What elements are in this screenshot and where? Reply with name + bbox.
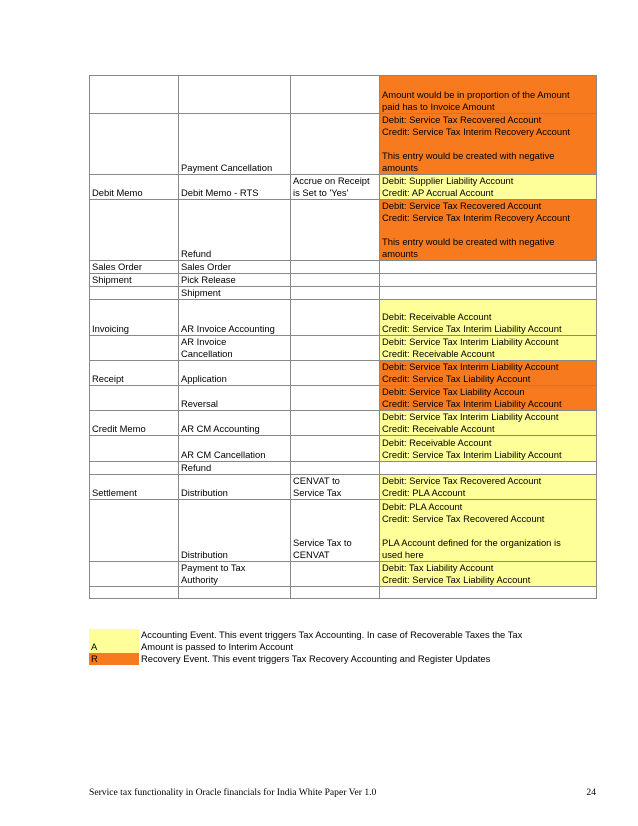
table-row xyxy=(90,261,597,274)
condition-cell xyxy=(291,261,380,274)
condition-cell: Accrue on Receipt is Set to 'Yes' xyxy=(291,175,380,200)
sub-event-cell: Sales Order xyxy=(179,261,291,274)
sub-event-cell: Refund xyxy=(179,462,291,475)
legend-key: A xyxy=(89,629,139,653)
sub-event-cell: Shipment xyxy=(179,287,291,300)
condition-cell xyxy=(291,76,380,114)
accounting-cell: Debit: Service Tax Recovered Account Credit: Service Tax Interim Recovery Account This entry would be created with negative amounts xyxy=(380,114,597,175)
sub-event-cell: Reversal xyxy=(179,386,291,411)
condition-cell: CENVAT to Service Tax xyxy=(291,475,380,500)
accounting-cell xyxy=(380,587,597,599)
accounting-cell: Debit: Service Tax Interim Liability Account Credit: Service Tax Liability Account xyxy=(380,361,597,386)
event-cell: Receipt xyxy=(90,361,179,386)
table-row xyxy=(90,475,597,500)
accounting-cell: Debit: Supplier Liability Account Credit: AP Accrual Account xyxy=(380,175,597,200)
table-row xyxy=(90,562,597,587)
sub-event-cell xyxy=(179,587,291,599)
sub-event-cell: Payment to Tax Authority xyxy=(179,562,291,587)
table-row xyxy=(90,462,597,475)
accounting-cell: Debit: Tax Liability Account Credit: Service Tax Liability Account xyxy=(380,562,597,587)
event-cell xyxy=(90,500,179,562)
event-cell: Settlement xyxy=(90,475,179,500)
sub-event-cell: AR CM Cancellation xyxy=(179,436,291,462)
event-cell xyxy=(90,587,179,599)
condition-cell xyxy=(291,300,380,336)
legend-text: Accounting Event. This event triggers Tax Accounting. In case of Recoverable Taxes the Tax Amount is passed to Interim Account xyxy=(141,629,523,652)
condition-cell xyxy=(291,562,380,587)
condition-cell: Service Tax to CENVAT xyxy=(291,500,380,562)
sub-event-cell: Payment Cancellation xyxy=(179,114,291,175)
legend-text: Recovery Event. This event triggers Tax Recovery Accounting and Register Updates xyxy=(141,653,491,664)
legend-body xyxy=(89,629,596,665)
table-row xyxy=(90,361,597,386)
event-cell: Invoicing xyxy=(90,300,179,336)
accounting-cell: Debit: Service Tax Interim Liability Account Credit: Receivable Account xyxy=(380,336,597,361)
condition-cell xyxy=(291,361,380,386)
event-cell xyxy=(90,200,179,261)
condition-cell xyxy=(291,274,380,287)
accounting-cell xyxy=(380,462,597,475)
sub-event-cell: Distribution xyxy=(179,475,291,500)
condition-cell xyxy=(291,386,380,411)
sub-event-cell: AR CM Accounting xyxy=(179,411,291,436)
table-row xyxy=(90,500,597,562)
accounting-events-table xyxy=(89,75,597,599)
legend-row xyxy=(89,653,596,665)
accounting-cell xyxy=(380,261,597,274)
sub-event-cell: Refund xyxy=(179,200,291,261)
legend-table xyxy=(89,629,596,665)
table-body xyxy=(90,76,597,599)
table-row xyxy=(90,200,597,261)
event-cell xyxy=(90,436,179,462)
footer-title: Service tax functionality in Oracle financials for India White Paper Ver 1.0 xyxy=(89,787,377,798)
sub-event-cell: AR Invoice Cancellation xyxy=(179,336,291,361)
table-row xyxy=(90,114,597,175)
event-cell: Debit Memo xyxy=(90,175,179,200)
condition-cell xyxy=(291,200,380,261)
condition-cell xyxy=(291,336,380,361)
event-cell xyxy=(90,386,179,411)
accounting-cell: Debit: PLA Account Credit: Service Tax Recovered Account PLA Account defined for the organization is used here xyxy=(380,500,597,562)
table-row xyxy=(90,587,597,599)
table-row xyxy=(90,76,597,114)
condition-cell xyxy=(291,114,380,175)
legend-key: R xyxy=(89,653,139,665)
table-row xyxy=(90,274,597,287)
sub-event-cell: Pick Release xyxy=(179,274,291,287)
accounting-cell: Debit: Service Tax Recovered Account Credit: Service Tax Interim Recovery Account This entry would be created with negative amounts xyxy=(380,200,597,261)
accounting-cell: Amount would be in proportion of the Amount paid has to Invoice Amount xyxy=(380,76,597,114)
legend-row xyxy=(89,629,596,653)
accounting-cell: Debit: Receivable Account Credit: Service Tax Interim Liability Account xyxy=(380,300,597,336)
accounting-cell: Debit: Service Tax Interim Liability Account Credit: Receivable Account xyxy=(380,411,597,436)
sub-event-cell: Application xyxy=(179,361,291,386)
event-cell xyxy=(90,287,179,300)
event-cell: Sales Order xyxy=(90,261,179,274)
accounting-cell: Debit: Service Tax Liability Accoun Credit: Service Tax Interim Liability Account xyxy=(380,386,597,411)
accounting-cell: Debit: Service Tax Recovered Account Credit: PLA Account xyxy=(380,475,597,500)
accounting-cell xyxy=(380,287,597,300)
table-row xyxy=(90,386,597,411)
table-row xyxy=(90,336,597,361)
table-row xyxy=(90,287,597,300)
condition-cell xyxy=(291,436,380,462)
accounting-cell: Debit: Receivable Account Credit: Service Tax Interim Liability Account xyxy=(380,436,597,462)
page-number: 24 xyxy=(586,787,596,798)
sub-event-cell xyxy=(179,76,291,114)
accounting-cell xyxy=(380,274,597,287)
table-row xyxy=(90,300,597,336)
condition-cell xyxy=(291,411,380,436)
sub-event-cell: AR Invoice Accounting xyxy=(179,300,291,336)
event-cell xyxy=(90,336,179,361)
event-cell xyxy=(90,562,179,587)
condition-cell xyxy=(291,462,380,475)
event-cell xyxy=(90,76,179,114)
table-row xyxy=(90,175,597,200)
event-cell xyxy=(90,114,179,175)
event-cell: Shipment xyxy=(90,274,179,287)
event-cell: Credit Memo xyxy=(90,411,179,436)
condition-cell xyxy=(291,287,380,300)
table-row xyxy=(90,436,597,462)
event-cell xyxy=(90,462,179,475)
sub-event-cell: Distribution xyxy=(179,500,291,562)
table-row xyxy=(90,411,597,436)
sub-event-cell: Debit Memo - RTS xyxy=(179,175,291,200)
condition-cell xyxy=(291,587,380,599)
